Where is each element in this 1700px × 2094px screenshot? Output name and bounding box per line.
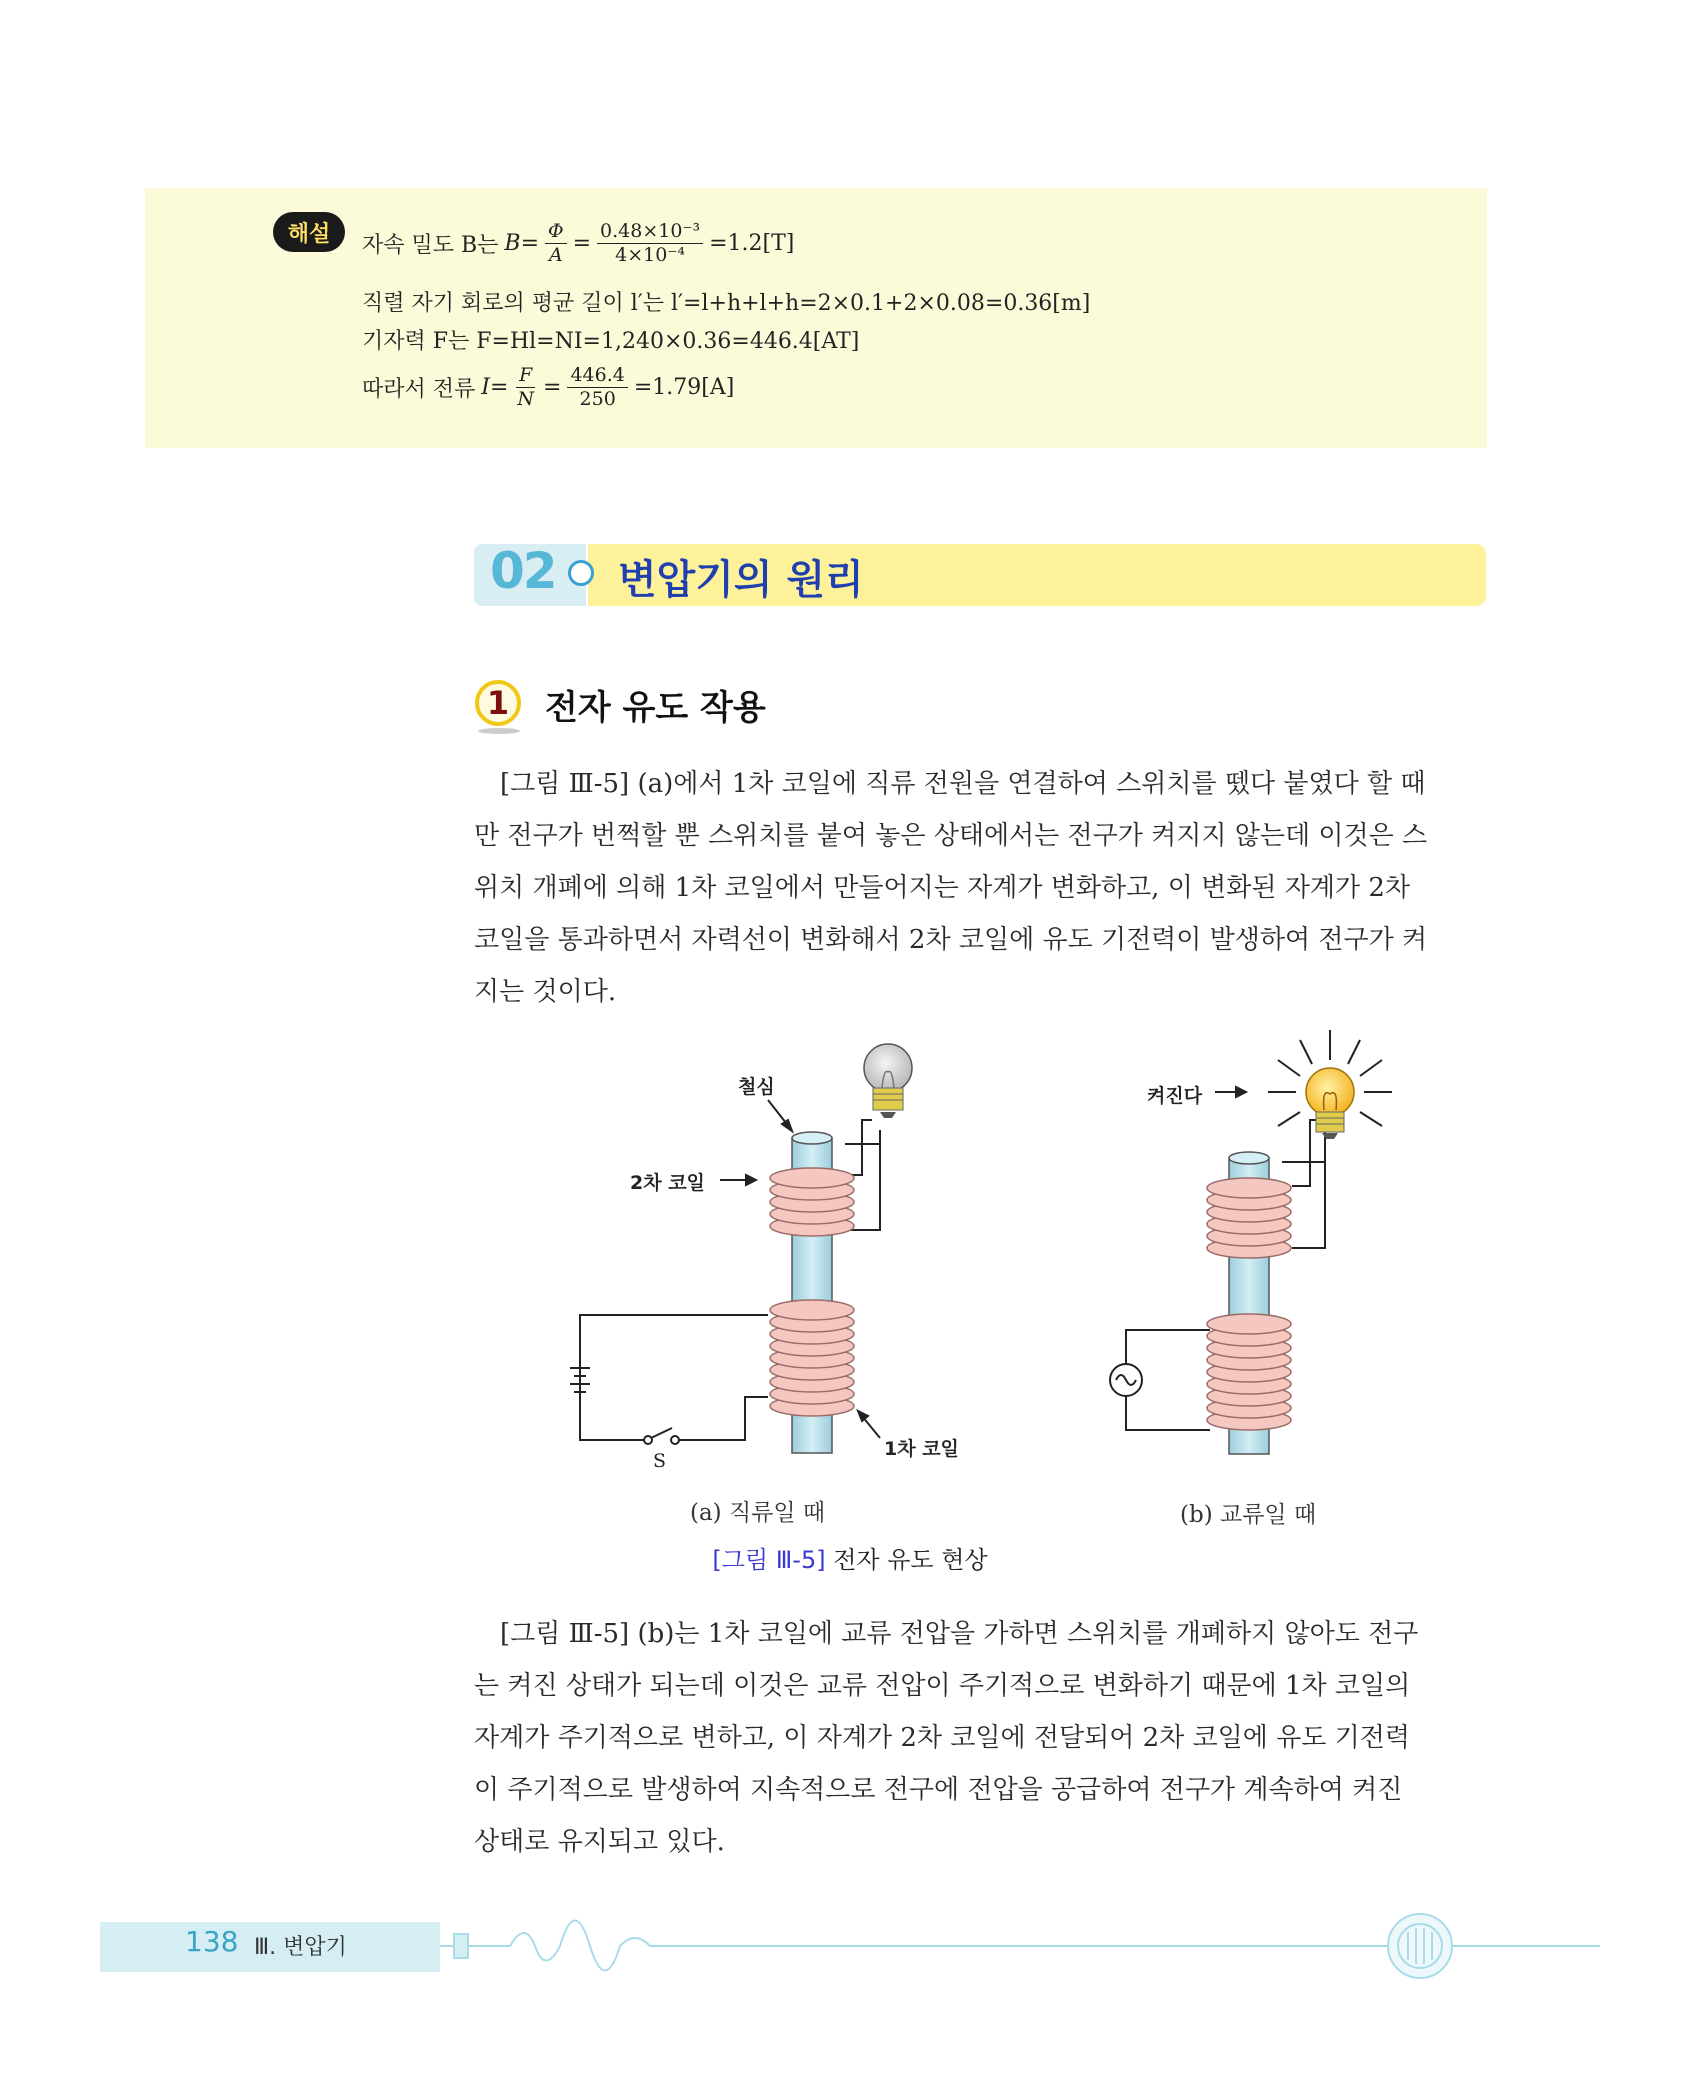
caption-a: (a) 직류일 때 (690, 1500, 826, 1526)
solution-line-4-prefix: 따라서 전류 (362, 376, 476, 402)
section-number: 02 (490, 542, 556, 600)
frac-num: Φ (545, 220, 567, 244)
frac-den: A (548, 243, 563, 266)
label-switch: S (653, 1450, 667, 1472)
paragraph-line: [그림 Ⅲ-5] (b)는 1차 코일에 교류 전압을 가하면 스위치를 개폐하지 않아도 전구 (500, 1619, 1419, 1649)
frac-num: 446.4 (567, 364, 627, 388)
label-lit: 켜진다 (1147, 1085, 1203, 1107)
paragraph-line: 자계가 주기적으로 변하고, 이 자계가 2차 코일에 전달되어 2차 코일에 유도 기전력 (474, 1723, 1410, 1753)
subsection-title: 전자 유도 작용 (545, 688, 766, 728)
result: =1.2[T] (709, 230, 795, 256)
eq-sign: = (543, 374, 562, 400)
paragraph-line: 이 주기적으로 발생하여 지속적으로 전구에 전압을 공급하여 전구가 계속하여 켜진 (474, 1775, 1403, 1805)
paragraph-line: 지는 것이다. (474, 977, 617, 1007)
eq-i: I= (481, 374, 509, 400)
frac-num: F (516, 364, 535, 388)
label-primary-coil: 1차 코일 (884, 1438, 959, 1460)
eq-sign: = (572, 230, 592, 256)
frac-num: 0.48×10⁻³ (597, 220, 703, 244)
figure-caption-ref: [그림 Ⅲ-5] (712, 1546, 826, 1574)
eq-b: B= (504, 230, 540, 256)
frac-den: 4×10⁻⁴ (615, 243, 685, 266)
label-secondary-coil: 2차 코일 (630, 1172, 705, 1194)
paragraph-line: [그림 Ⅲ-5] (a)에서 1차 코일에 직류 전원을 연결하여 스위치를 뗐다 붙였다 할 때 (500, 769, 1426, 799)
paragraph-line: 는 켜진 상태가 되는데 이것은 교류 전압이 주기적으로 변화하기 때문에 1차 코일의 (474, 1671, 1411, 1701)
paragraph-line: 위치 개폐에 의해 1차 코일에서 만들어지는 자계가 변화하고, 이 변화된 자계가 2차 (474, 873, 1410, 903)
solution-badge: 해설 (273, 212, 345, 252)
label-core: 철심 (738, 1076, 775, 1098)
solution-line-2: 직렬 자기 회로의 평균 길이 l′는 l′=l+h+l+h=2×0.1+2×0.08=0.36[m] (362, 291, 1091, 316)
caption-b: (b) 교류일 때 (1180, 1502, 1317, 1528)
section-title: 변압기의 원리 (618, 557, 864, 603)
paragraph-line: 코일을 통과하면서 자력선이 변화해서 2차 코일에 유도 기전력이 발생하여 전구가 켜 (474, 925, 1428, 955)
page-number: 138 (185, 1925, 239, 1958)
subsection-number: 1 (475, 680, 521, 726)
chapter-label: Ⅲ. 변압기 (254, 1935, 347, 1960)
paragraph-line: 상태로 유지되고 있다. (474, 1827, 725, 1857)
frac-den: N (517, 387, 535, 410)
solution-line-3: 기자력 F는 F=Hl=NI=1,240×0.36=446.4[AT] (362, 329, 860, 354)
frac-den: 250 (579, 387, 616, 410)
figure-caption-title: 전자 유도 현상 (833, 1546, 988, 1574)
paragraph-line: 만 전구가 번쩍할 뿐 스위치를 붙여 놓은 상태에서는 전구가 켜지지 않는데 이것은 스 (474, 821, 1428, 851)
result: =1.79[A] (633, 374, 735, 400)
solution-line-1-prefix: 자속 밀도 B는 (362, 232, 499, 258)
